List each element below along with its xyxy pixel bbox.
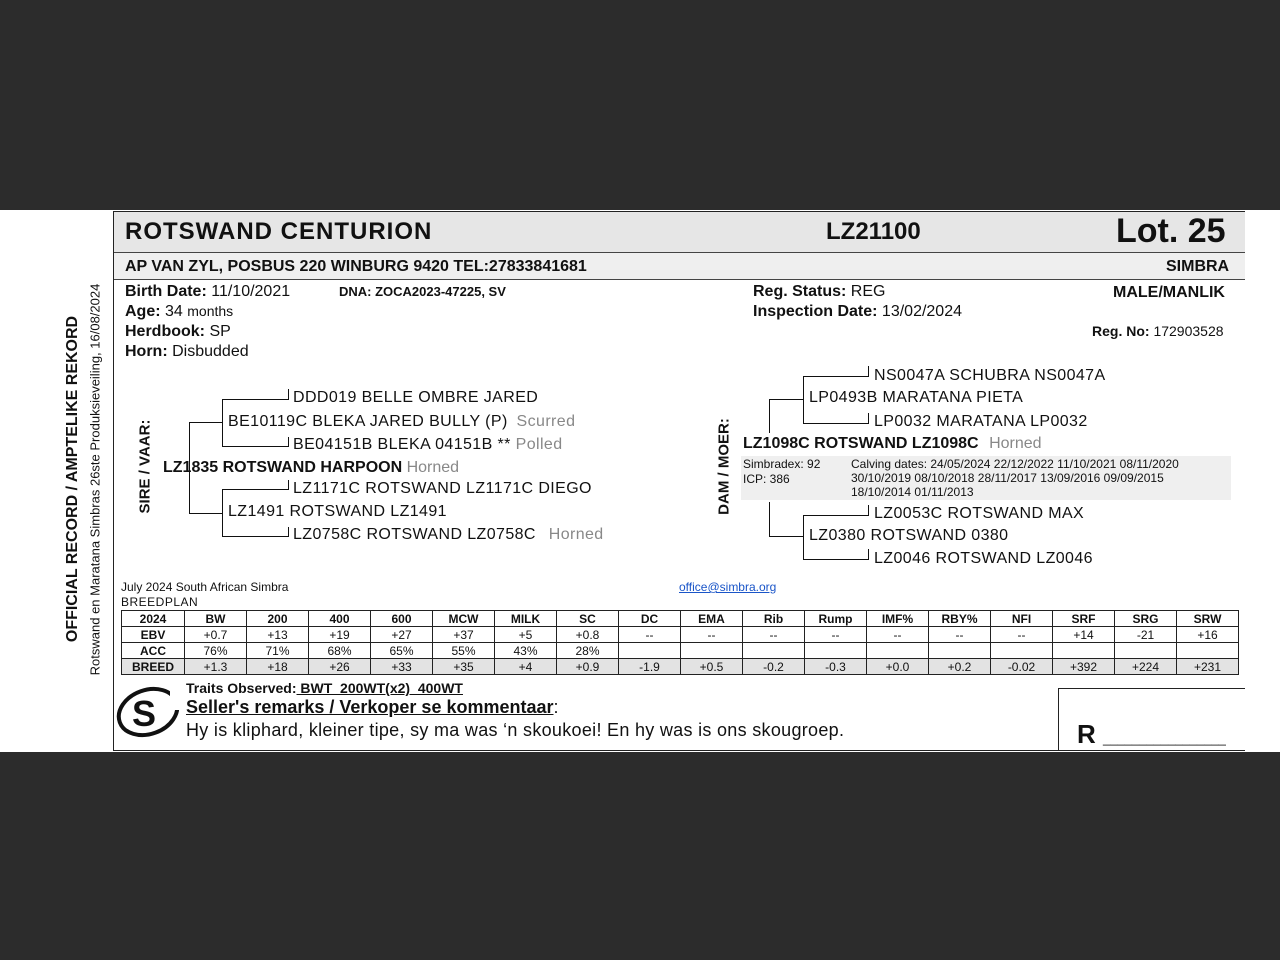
acc-cell [743, 643, 805, 659]
dam-bracket-top-h [769, 399, 803, 400]
animal-id: LZ21100 [826, 218, 921, 245]
acc-cell [1115, 643, 1177, 659]
breed-cell: +26 [309, 659, 371, 675]
breedplan-name: BREEDPLAN [121, 595, 199, 609]
ebv-cell: +13 [247, 627, 309, 643]
horn-label: Horn: [125, 343, 168, 360]
reg-no [1092, 323, 1224, 339]
herdbook-value: SP [209, 323, 231, 340]
breed-cell: +18 [247, 659, 309, 675]
animal-name: ROTSWAND CENTURION [125, 218, 433, 245]
sd-bracket-bottom [222, 536, 288, 537]
traits-label: Traits Observed: [186, 680, 297, 696]
herdbook-label: Herdbook: [125, 323, 205, 340]
sire-horn: Horned [406, 459, 460, 476]
birth-date-label: Birth Date: [125, 283, 207, 300]
dam-bracket-top [769, 399, 770, 433]
breed-cell: +1.3 [185, 659, 247, 675]
dam-bracket-bottom [769, 502, 770, 536]
ebv-header-cell: MILK [495, 611, 557, 627]
sire-sire-sire: DDD019 BELLE OMBRE JARED [293, 389, 539, 406]
acc-cell: 76% [185, 643, 247, 659]
logo-letter: S [132, 693, 157, 734]
acc-row-label: ACC [122, 643, 185, 659]
inspection-date-label: Inspection Date: [753, 303, 878, 320]
ebv-table [121, 610, 1239, 675]
dam-stats-box [741, 456, 1231, 500]
reg-no-value: 172903528 [1153, 323, 1224, 339]
breed-cell: +4 [495, 659, 557, 675]
ebv-cell: -- [929, 627, 991, 643]
traits-observed [186, 680, 463, 696]
sex-label: MALE/MANLIK [1113, 284, 1225, 301]
price-box [1058, 688, 1245, 751]
ebv-header-cell: 200 [247, 611, 309, 627]
sire-sire-name: BE10119C BLEKA JARED BULLY (P) [228, 413, 508, 430]
ss-bracket-stem [222, 423, 223, 446]
sdd-tick [288, 527, 289, 537]
breed-label: SIMBRA [1166, 258, 1230, 275]
seller-remarks-colon: : [553, 697, 559, 717]
calving-dates-2: 30/10/2019 08/10/2018 28/11/2017 13/09/2016 09/09/2015 [851, 471, 1164, 485]
seller-remarks-heading [186, 697, 559, 718]
sale-label: Rotswand en Maratana Simbras 26ste Produksieveiling, 16/08/2024 [87, 283, 103, 676]
sire-label: SIRE / VAAR: [136, 419, 154, 514]
age [125, 303, 233, 321]
calving-dates-3: 18/10/2014 01/11/2013 [851, 485, 974, 499]
ds-bracket-bottom [803, 423, 868, 424]
acc-cell: 55% [433, 643, 495, 659]
ebv-header-cell: SRF [1053, 611, 1115, 627]
ebv-header-cell: 400 [309, 611, 371, 627]
traits-value: BWT 200WT(x2) 400WT [296, 680, 463, 696]
dd-bracket-bottom [803, 559, 868, 560]
dam-horn: Horned [989, 435, 1042, 452]
price-currency: R [1077, 719, 1096, 749]
dss-tick [868, 366, 869, 377]
breed-cell: +33 [371, 659, 433, 675]
sire-dam-sire: LZ1171C ROTSWAND LZ1171C DIEGO [293, 480, 592, 497]
reg-status-label: Reg. Status: [753, 283, 847, 300]
dam-bracket-bottom-h [769, 536, 803, 537]
acc-cell [929, 643, 991, 659]
seller-remarks-text: Hy is kliphard, kleiner tipe, sy ma was ‘n skoukoei! En hy was is ons skougroep. [186, 720, 845, 740]
seller-remarks-title: Seller's remarks / Verkoper se kommentaar [186, 697, 554, 717]
breedplan-source: July 2024 South African Simbra [121, 580, 289, 594]
ebv-cell: -21 [1115, 627, 1177, 643]
sd-bracket [222, 489, 223, 537]
acc-cell [619, 643, 681, 659]
dam-sire-sire: NS0047A SCHUBRA NS0047A [874, 367, 1106, 384]
sd-bracket-top [222, 489, 288, 490]
herdbook [125, 323, 231, 341]
simbradex: Simbradex: 92 [743, 457, 821, 471]
inspection-date [753, 303, 962, 321]
age-unit: months [187, 303, 234, 319]
acc-cell: 65% [371, 643, 433, 659]
dsd-tick [868, 413, 869, 424]
dam-label: DAM / MOER: [715, 418, 733, 515]
ebv-cell: +37 [433, 627, 495, 643]
sire-name: LZ1835 ROTSWAND HARPOON [163, 459, 403, 476]
sds-tick [288, 480, 289, 490]
breed-cell: +231 [1177, 659, 1239, 675]
sire-dam-dam-name: LZ0758C ROTSWAND LZ0758C [293, 526, 536, 543]
ebv-cell: -- [991, 627, 1053, 643]
ebv-cell: +16 [1177, 627, 1239, 643]
ebv-header-cell: SRG [1115, 611, 1177, 627]
ebv-header-cell: NFI [991, 611, 1053, 627]
breed-row-label: BREED [122, 659, 185, 675]
ebv-header-cell: SRW [1177, 611, 1239, 627]
owner-line: AP VAN ZYL, POSBUS 220 WINBURG 9420 TEL:27833841681 [125, 258, 587, 275]
breed-cell: +0.9 [557, 659, 619, 675]
sire-dam-dam-horn: Horned [548, 526, 604, 543]
ebv-header-row [122, 611, 1239, 627]
acc-cell [1177, 643, 1239, 659]
reg-no-label: Reg. No: [1092, 323, 1150, 339]
ds-bracket-top [803, 376, 868, 377]
inspection-date-value: 13/02/2024 [881, 303, 962, 320]
breed-cell: -0.3 [805, 659, 867, 675]
birth-date [125, 283, 290, 301]
sss-tick [288, 389, 289, 400]
breed-cell: +0.5 [681, 659, 743, 675]
birth-date-value: 11/10/2021 [211, 283, 291, 300]
lot-number: Lot. 25 [1116, 212, 1226, 250]
ebv-cell: -- [805, 627, 867, 643]
ebv-cell: +5 [495, 627, 557, 643]
ebv-header-cell: Rib [743, 611, 805, 627]
sire-bracket-bottom [189, 513, 222, 514]
breed-cell: +35 [433, 659, 495, 675]
dam-dam-sire: LZ0053C ROTSWAND MAX [874, 505, 1085, 522]
acc-cell [991, 643, 1053, 659]
sire-sire-dam [293, 436, 563, 454]
calving-dates-1: Calving dates: 24/05/2024 22/12/2022 11/10/2021 08/11/2020 [851, 457, 1179, 471]
dds-tick [868, 505, 869, 516]
dam-name: LZ1098C ROTSWAND LZ1098C [743, 435, 979, 452]
sire-sire [228, 413, 575, 431]
ebv-header-cell: BW [185, 611, 247, 627]
ebv-cell: -- [681, 627, 743, 643]
ss-bracket-top [222, 399, 288, 400]
acc-cell [681, 643, 743, 659]
acc-cell: 68% [309, 643, 371, 659]
ebv-header-cell: 600 [371, 611, 433, 627]
acc-cell: 28% [557, 643, 619, 659]
official-record-label: OFFICIAL RECORD / AMPTELIKE REKORD [64, 315, 81, 643]
age-value: 34 [165, 303, 183, 320]
sire-sire-dam-name: BE04151B BLEKA 04151B ** [293, 436, 511, 453]
ebv-row-label: EBV [122, 627, 185, 643]
sire-bracket-top [189, 422, 222, 423]
dam-dam: LZ0380 ROTSWAND 0380 [809, 527, 1009, 544]
icp: ICP: 386 [743, 472, 790, 486]
sire-sire-dam-horn: Polled [515, 436, 563, 453]
breed-cell: -0.2 [743, 659, 805, 675]
dam-sire-dam: LP0032 MARATANA LP0032 [874, 413, 1088, 430]
sire-dam: LZ1491 ROTSWAND LZ1491 [228, 503, 447, 520]
reg-status-value: REG [850, 283, 886, 300]
breed-row [122, 659, 1239, 675]
ebv-header-cell: RBY% [929, 611, 991, 627]
acc-cell: 71% [247, 643, 309, 659]
ebv-cell: +0.7 [185, 627, 247, 643]
ddd-tick [868, 549, 869, 560]
breed-cell: +0.0 [867, 659, 929, 675]
ebv-header-cell: 2024 [122, 611, 185, 627]
email-link[interactable]: office@simbra.org [679, 580, 777, 594]
ebv-cell: -- [867, 627, 929, 643]
ebv-header-cell: Rump [805, 611, 867, 627]
breed-cell: +392 [1053, 659, 1115, 675]
ebv-row [122, 627, 1239, 643]
acc-cell [867, 643, 929, 659]
ebv-cell: +27 [371, 627, 433, 643]
price-line[interactable]: _________________ [1103, 731, 1226, 746]
breed-cell: -0.02 [991, 659, 1053, 675]
dna-info: DNA: ZOCA2023-47225, SV [339, 284, 506, 299]
acc-cell [805, 643, 867, 659]
breed-cell: +224 [1115, 659, 1177, 675]
dam-sire: LP0493B MARATANA PIETA [809, 389, 1024, 406]
ebv-cell: -- [619, 627, 681, 643]
horn [125, 343, 249, 361]
sire [163, 459, 459, 477]
dd-bracket-top [803, 515, 868, 516]
ebv-cell: +14 [1053, 627, 1115, 643]
ssd-tick [288, 437, 289, 447]
simbra-logo-icon [112, 684, 188, 740]
acc-cell [1053, 643, 1115, 659]
ebv-header-cell: MCW [433, 611, 495, 627]
ss-bracket [222, 399, 223, 423]
ebv-cell: -- [743, 627, 805, 643]
breed-cell: +0.2 [929, 659, 991, 675]
ds-bracket [803, 376, 804, 424]
dd-bracket [803, 515, 804, 560]
ebv-header-cell: IMF% [867, 611, 929, 627]
acc-cell: 43% [495, 643, 557, 659]
ss-bracket-bottom [222, 446, 288, 447]
ebv-cell: +0.8 [557, 627, 619, 643]
breed-cell: -1.9 [619, 659, 681, 675]
ebv-cell: +19 [309, 627, 371, 643]
ebv-header-cell: EMA [681, 611, 743, 627]
acc-row [122, 643, 1239, 659]
reg-status [753, 283, 885, 301]
ebv-header-cell: SC [557, 611, 619, 627]
horn-value: Disbudded [172, 343, 249, 360]
dam [743, 435, 1042, 453]
ebv-header-cell: DC [619, 611, 681, 627]
sire-sire-horn: Scurred [516, 413, 576, 430]
dam-dam-dam: LZ0046 ROTSWAND LZ0046 [874, 550, 1093, 567]
age-label: Age: [125, 303, 161, 320]
sire-dam-dam [293, 526, 604, 544]
